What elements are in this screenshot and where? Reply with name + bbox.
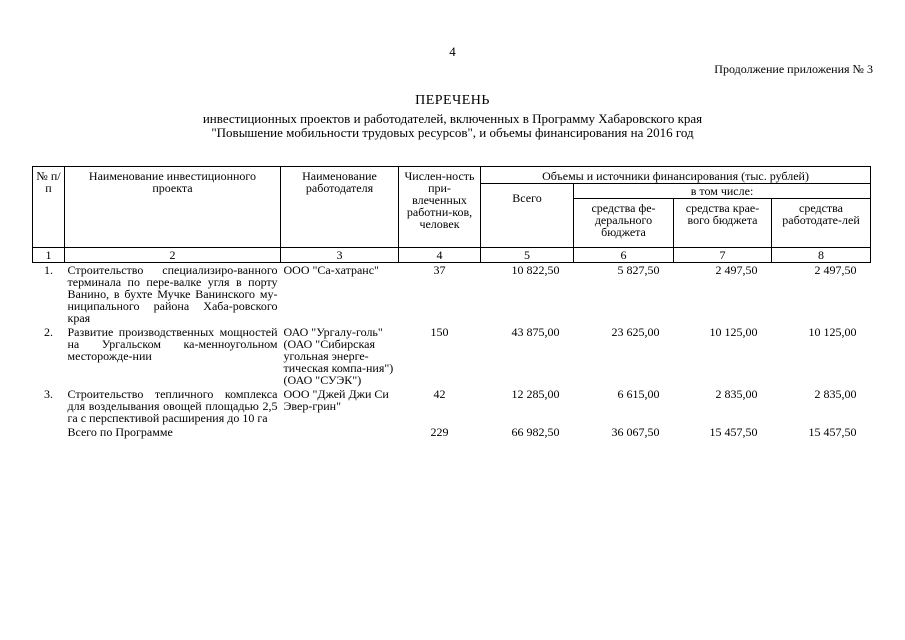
column-number: 8 <box>772 248 871 263</box>
totals-total: 66 982,50 <box>511 425 560 439</box>
page-number: 4 <box>449 44 456 59</box>
column-number-row <box>33 248 871 263</box>
funding-federal: 23 625,00 <box>611 325 660 339</box>
totals-federal: 36 067,50 <box>611 425 660 439</box>
project-name: Строительство тепличного комплекса для возделывания овощей площадью 2,5 га с перспективой расширения до 10 га <box>67 387 278 425</box>
funding-total: 12 285,00 <box>511 387 560 401</box>
column-number: 6 <box>574 248 674 263</box>
column-number: 7 <box>674 248 772 263</box>
totals-row <box>33 425 871 439</box>
header-federal: средства фе-дерального бюджета <box>574 199 674 248</box>
funding-regional: 2 497,50 <box>715 263 758 277</box>
employer-name: ООО "Са-хатранс" <box>283 263 379 277</box>
totals-label: Всего по Программе <box>67 425 173 439</box>
totals-regional: 15 457,50 <box>709 425 758 439</box>
totals-count: 229 <box>430 425 449 439</box>
column-number: 4 <box>399 248 481 263</box>
funding-regional: 2 835,00 <box>715 387 758 401</box>
header-including: в том числе: <box>574 184 871 199</box>
funding-employer: 10 125,00 <box>808 325 857 339</box>
row-number: 3. <box>44 387 53 401</box>
funding-employer: 2 835,00 <box>814 387 857 401</box>
employee-count: 150 <box>430 325 449 339</box>
employee-count: 37 <box>433 263 446 277</box>
employee-count: 42 <box>433 387 446 401</box>
header-num: № п/п <box>33 167 65 248</box>
table-row <box>33 263 871 326</box>
employer-name: ОАО "Ургалу-голь" (ОАО "Сибирская угольная энерге-тическая компа-ния") (ОАО "СУЭК") <box>283 325 394 387</box>
employer-name: ООО "Джей Джи Си Эвер-грин" <box>283 387 389 413</box>
row-number: 2. <box>44 325 53 339</box>
column-number: 2 <box>65 248 281 263</box>
header-total: Всего <box>481 184 574 248</box>
header-count: Числен-ность при-влеченных работни-ков, человек <box>399 167 481 248</box>
funding-employer: 2 497,50 <box>814 263 857 277</box>
document-title: ПЕРЕЧЕНЬ <box>415 93 490 108</box>
header-regional: средства крае-вого бюджета <box>674 199 772 248</box>
header-employer-funds: средства работодате-лей <box>772 199 871 248</box>
document-subtitle <box>0 112 905 140</box>
totals-employer: 15 457,50 <box>808 425 857 439</box>
header-employer: Наименование работодателя <box>281 167 399 248</box>
project-name: Развитие производственных мощностей на Ургальском ка-менноугольном месторожде-нии <box>67 325 278 363</box>
project-name: Строительство специализиро-ванного терминала по пере-валке угля в порту Ванино, в бухте Мучке Ванинского му-ниципального района Хаба-ровского края <box>67 263 278 325</box>
funding-total: 43 875,00 <box>511 325 560 339</box>
column-number: 5 <box>481 248 574 263</box>
subtitle-line-1: инвестиционных проектов и работодателей, включенных в Программу Хабаровского края <box>202 111 703 126</box>
funding-total: 10 822,50 <box>511 263 560 277</box>
continuation-note: Продолжение приложения № 3 <box>714 62 873 76</box>
table-row <box>33 387 871 425</box>
header-project: Наименование инвестиционного проекта <box>65 167 281 248</box>
header-funding: Объемы и источники финансирования (тыс. рублей) <box>481 167 871 184</box>
column-number: 1 <box>33 248 65 263</box>
funding-table <box>32 166 871 439</box>
funding-federal: 5 827,50 <box>617 263 660 277</box>
funding-federal: 6 615,00 <box>617 387 660 401</box>
subtitle-line-2: "Повышение мобильности трудовых ресурсов", и объемы финансирования на 2016 год <box>211 125 694 140</box>
funding-regional: 10 125,00 <box>709 325 758 339</box>
table-row <box>33 325 871 387</box>
row-number: 1. <box>44 263 53 277</box>
column-number: 3 <box>281 248 399 263</box>
